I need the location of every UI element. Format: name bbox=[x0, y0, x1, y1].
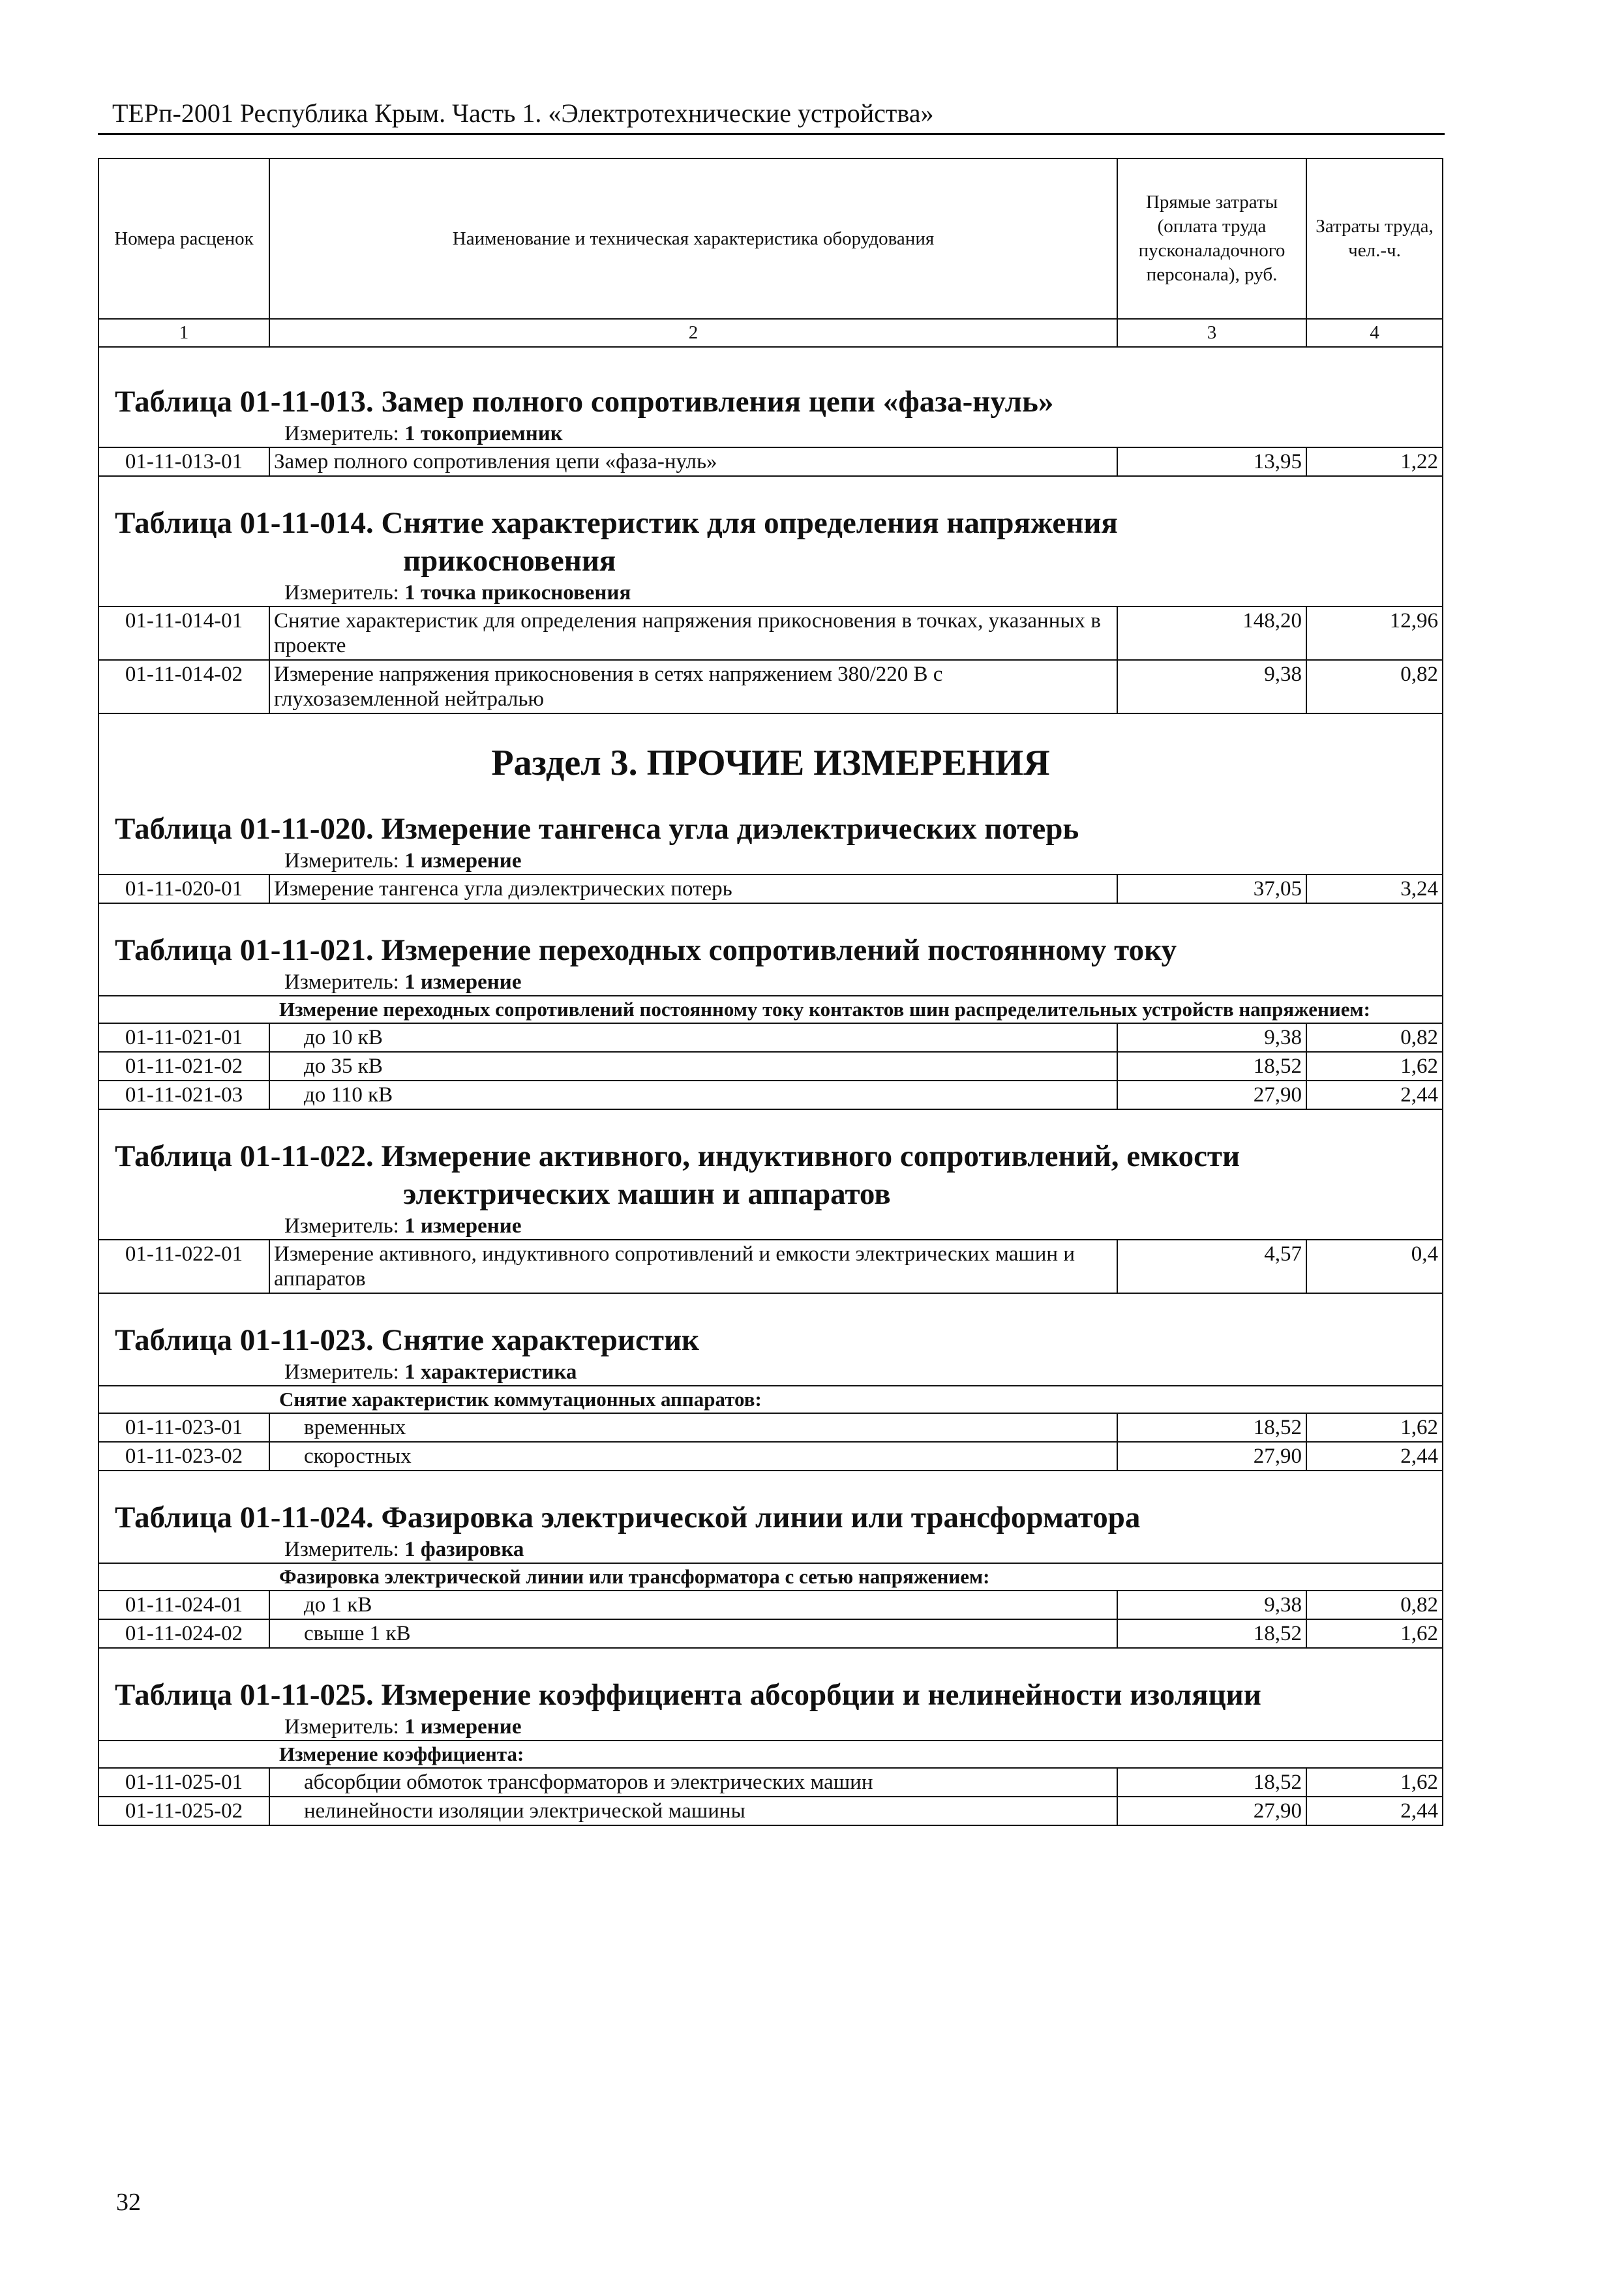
row-code: 01-11-022-01 bbox=[99, 1240, 270, 1293]
meter-label: Измеритель: bbox=[284, 1715, 399, 1739]
row-name: Измерение напряжения прикосновения в сетях напряжением 380/220 В с глухозаземленной нейтралью bbox=[270, 661, 1118, 713]
row-code: 01-11-021-01 bbox=[99, 1024, 270, 1051]
row-name: временных bbox=[270, 1414, 1118, 1441]
row-labor: 0,82 bbox=[1400, 1593, 1438, 1617]
price-table bbox=[98, 158, 1443, 1826]
row-code: 01-11-023-02 bbox=[99, 1443, 270, 1470]
group-heading bbox=[99, 1563, 1442, 1590]
row-code: 01-11-014-02 bbox=[99, 661, 270, 713]
table-title bbox=[99, 1137, 1442, 1213]
row-code: 01-11-021-02 bbox=[99, 1053, 270, 1080]
row-code: 01-11-013-01 bbox=[99, 448, 270, 475]
meter-label: Измеритель: bbox=[284, 422, 399, 445]
table-title-line1: Таблица 01-11-022. Измерение активного, индуктивного сопротивлений, емкости bbox=[115, 1139, 1241, 1173]
meter-label: Измеритель: bbox=[284, 970, 399, 994]
row-code: 01-11-025-02 bbox=[99, 1797, 270, 1825]
meter-value: 1 точка прикосновения bbox=[404, 581, 631, 605]
column-numbers bbox=[99, 320, 1442, 348]
row-name: нелинейности изоляции электрической машины bbox=[270, 1797, 1118, 1825]
meter-value: 1 измерение bbox=[404, 1214, 522, 1238]
table-row bbox=[99, 606, 1442, 659]
table-row bbox=[99, 1413, 1442, 1441]
table-title: Таблица 01-11-020. Измерение тангенса угла диэлектрических потерь bbox=[115, 812, 1079, 846]
group-heading bbox=[99, 1740, 1442, 1767]
col-number-2: 2 bbox=[270, 320, 1118, 346]
table-row bbox=[99, 874, 1442, 904]
meter-value: 1 токоприемник bbox=[404, 422, 563, 445]
table-title: Таблица 01-11-025. Измерение коэффициента абсорбции и нелинейности изоляции bbox=[115, 1678, 1261, 1712]
row-cost: 9,38 bbox=[1118, 1591, 1307, 1619]
column-headers bbox=[99, 159, 1442, 320]
table-row bbox=[99, 1767, 1442, 1796]
table-row bbox=[99, 1051, 1442, 1080]
row-name: скоростных bbox=[270, 1443, 1118, 1470]
row-labor: 2,44 bbox=[1400, 1444, 1438, 1468]
table-title: Таблица 01-11-024. Фазировка электрической линии или трансформатора bbox=[115, 1501, 1141, 1534]
group-heading-text: Снятие характеристик коммутационных аппаратов: bbox=[279, 1388, 762, 1411]
row-name: до 35 кВ bbox=[270, 1053, 1118, 1080]
row-cost: 27,90 bbox=[1118, 1443, 1307, 1470]
row-name: до 110 кВ bbox=[270, 1081, 1118, 1109]
row-cost: 9,38 bbox=[1118, 1024, 1307, 1051]
row-labor: 1,62 bbox=[1400, 1416, 1438, 1439]
table-row bbox=[99, 659, 1442, 714]
row-labor: 0,82 bbox=[1400, 1026, 1438, 1049]
meter-line bbox=[99, 1714, 1442, 1740]
page-number: 32 bbox=[116, 2189, 141, 2216]
row-name: Замер полного сопротивления цепи «фаза-нуль» bbox=[270, 448, 1118, 475]
row-labor: 2,44 bbox=[1400, 1083, 1438, 1107]
row-cost: 37,05 bbox=[1118, 875, 1307, 903]
group-heading-text: Измерение коэффициента: bbox=[279, 1743, 524, 1765]
running-header: ТЕРп-2001 Республика Крым. Часть 1. «Электротехнические устройства» bbox=[112, 98, 934, 128]
meter-label: Измеритель: bbox=[284, 1538, 399, 1561]
row-code: 01-11-025-01 bbox=[99, 1769, 270, 1796]
row-code: 01-11-024-02 bbox=[99, 1620, 270, 1647]
row-name: до 10 кВ bbox=[270, 1024, 1118, 1051]
group-heading-text: Измерение переходных сопротивлений постоянному току контактов шин распределительных устройств напряжением: bbox=[279, 998, 1370, 1021]
row-cost: 27,90 bbox=[1118, 1081, 1307, 1109]
group-heading-text: Фазировка электрической линии или трансформатора с сетью напряжением: bbox=[279, 1565, 990, 1588]
row-labor: 1,62 bbox=[1400, 1771, 1438, 1794]
row-labor: 12,96 bbox=[1389, 609, 1438, 633]
row-labor: 1,62 bbox=[1400, 1622, 1438, 1645]
row-code: 01-11-020-01 bbox=[99, 875, 270, 903]
row-name: Измерение активного, индуктивного сопротивлений и емкости электрических машин и аппаратов bbox=[270, 1240, 1118, 1293]
meter-value: 1 измерение bbox=[404, 1715, 522, 1739]
header-rule bbox=[98, 133, 1445, 135]
table-row bbox=[99, 1441, 1442, 1471]
row-cost: 27,90 bbox=[1118, 1797, 1307, 1825]
meter-line bbox=[99, 580, 1442, 606]
row-labor: 1,22 bbox=[1400, 450, 1438, 473]
meter-label: Измеритель: bbox=[284, 1360, 399, 1384]
row-name: абсорбции обмоток трансформаторов и электрических машин bbox=[270, 1769, 1118, 1796]
table-row bbox=[99, 447, 1442, 477]
row-cost: 18,52 bbox=[1118, 1769, 1307, 1796]
group-heading bbox=[99, 995, 1442, 1023]
row-cost: 148,20 bbox=[1118, 607, 1307, 659]
table-row bbox=[99, 1590, 1442, 1619]
col-number-4: 4 bbox=[1370, 322, 1379, 343]
meter-value: 1 фазировка bbox=[404, 1538, 524, 1561]
row-code: 01-11-023-01 bbox=[99, 1414, 270, 1441]
table-row bbox=[99, 1080, 1442, 1110]
row-name: до 1 кВ bbox=[270, 1591, 1118, 1619]
row-cost: 18,52 bbox=[1118, 1414, 1307, 1441]
meter-label: Измеритель: bbox=[284, 849, 399, 873]
row-labor: 1,62 bbox=[1400, 1055, 1438, 1078]
table-row bbox=[99, 1796, 1442, 1825]
col-header-labor: Затраты труда, чел.-ч. bbox=[1316, 216, 1434, 261]
meter-value: 1 измерение bbox=[404, 970, 522, 994]
table-title-line2: прикосновения bbox=[403, 544, 616, 578]
meter-line bbox=[99, 421, 1442, 447]
col-number-3: 3 bbox=[1118, 320, 1307, 346]
table-row bbox=[99, 1023, 1442, 1051]
row-cost: 18,52 bbox=[1118, 1620, 1307, 1647]
row-code: 01-11-014-01 bbox=[99, 607, 270, 659]
meter-label: Измеритель: bbox=[284, 1214, 399, 1238]
row-labor: 0,82 bbox=[1400, 663, 1438, 686]
table-title: Таблица 01-11-021. Измерение переходных сопротивлений постоянному току bbox=[115, 933, 1177, 967]
meter-label: Измеритель: bbox=[284, 581, 399, 605]
table-title-line2: электрических машин и аппаратов bbox=[403, 1177, 891, 1211]
meter-line bbox=[99, 848, 1442, 874]
meter-value: 1 характеристика bbox=[404, 1360, 577, 1384]
row-cost: 9,38 bbox=[1118, 661, 1307, 713]
section-title: Раздел 3. ПРОЧИЕ ИЗМЕРЕНИЯ bbox=[491, 743, 1050, 783]
row-code: 01-11-021-03 bbox=[99, 1081, 270, 1109]
meter-line bbox=[99, 1359, 1442, 1385]
row-cost: 18,52 bbox=[1118, 1053, 1307, 1080]
table-title: Таблица 01-11-013. Замер полного сопротивления цепи «фаза-нуль» bbox=[115, 385, 1054, 419]
table-row bbox=[99, 1239, 1442, 1294]
meter-value: 1 измерение bbox=[404, 849, 522, 873]
row-name: Измерение тангенса угла диэлектрических потерь bbox=[270, 875, 1118, 903]
col-header-name: Наименование и техническая характеристика оборудования bbox=[270, 159, 1118, 318]
row-labor: 3,24 bbox=[1400, 877, 1438, 901]
meter-line bbox=[99, 969, 1442, 995]
row-labor: 2,44 bbox=[1400, 1799, 1438, 1823]
table-title-line1: Таблица 01-11-014. Снятие характеристик для определения напряжения bbox=[115, 506, 1118, 540]
group-heading bbox=[99, 1385, 1442, 1413]
row-cost: 4,57 bbox=[1118, 1240, 1307, 1293]
row-code: 01-11-024-01 bbox=[99, 1591, 270, 1619]
row-cost: 13,95 bbox=[1118, 448, 1307, 475]
table-title: Таблица 01-11-023. Снятие характеристик bbox=[115, 1323, 700, 1357]
col-header-codes: Номера расценок bbox=[99, 159, 270, 318]
row-labor: 0,4 bbox=[1411, 1242, 1438, 1266]
col-number-1: 1 bbox=[99, 320, 270, 346]
row-name: свыше 1 кВ bbox=[270, 1620, 1118, 1647]
meter-line bbox=[99, 1536, 1442, 1563]
row-name: Снятие характеристик для определения напряжения прикосновения в точках, указанных в проекте bbox=[270, 607, 1118, 659]
meter-line bbox=[99, 1213, 1442, 1239]
col-header-cost: Прямые затраты (оплата труда пусконаладочного персонала), руб. bbox=[1118, 159, 1307, 318]
table-row bbox=[99, 1619, 1442, 1649]
table-title bbox=[99, 504, 1442, 580]
